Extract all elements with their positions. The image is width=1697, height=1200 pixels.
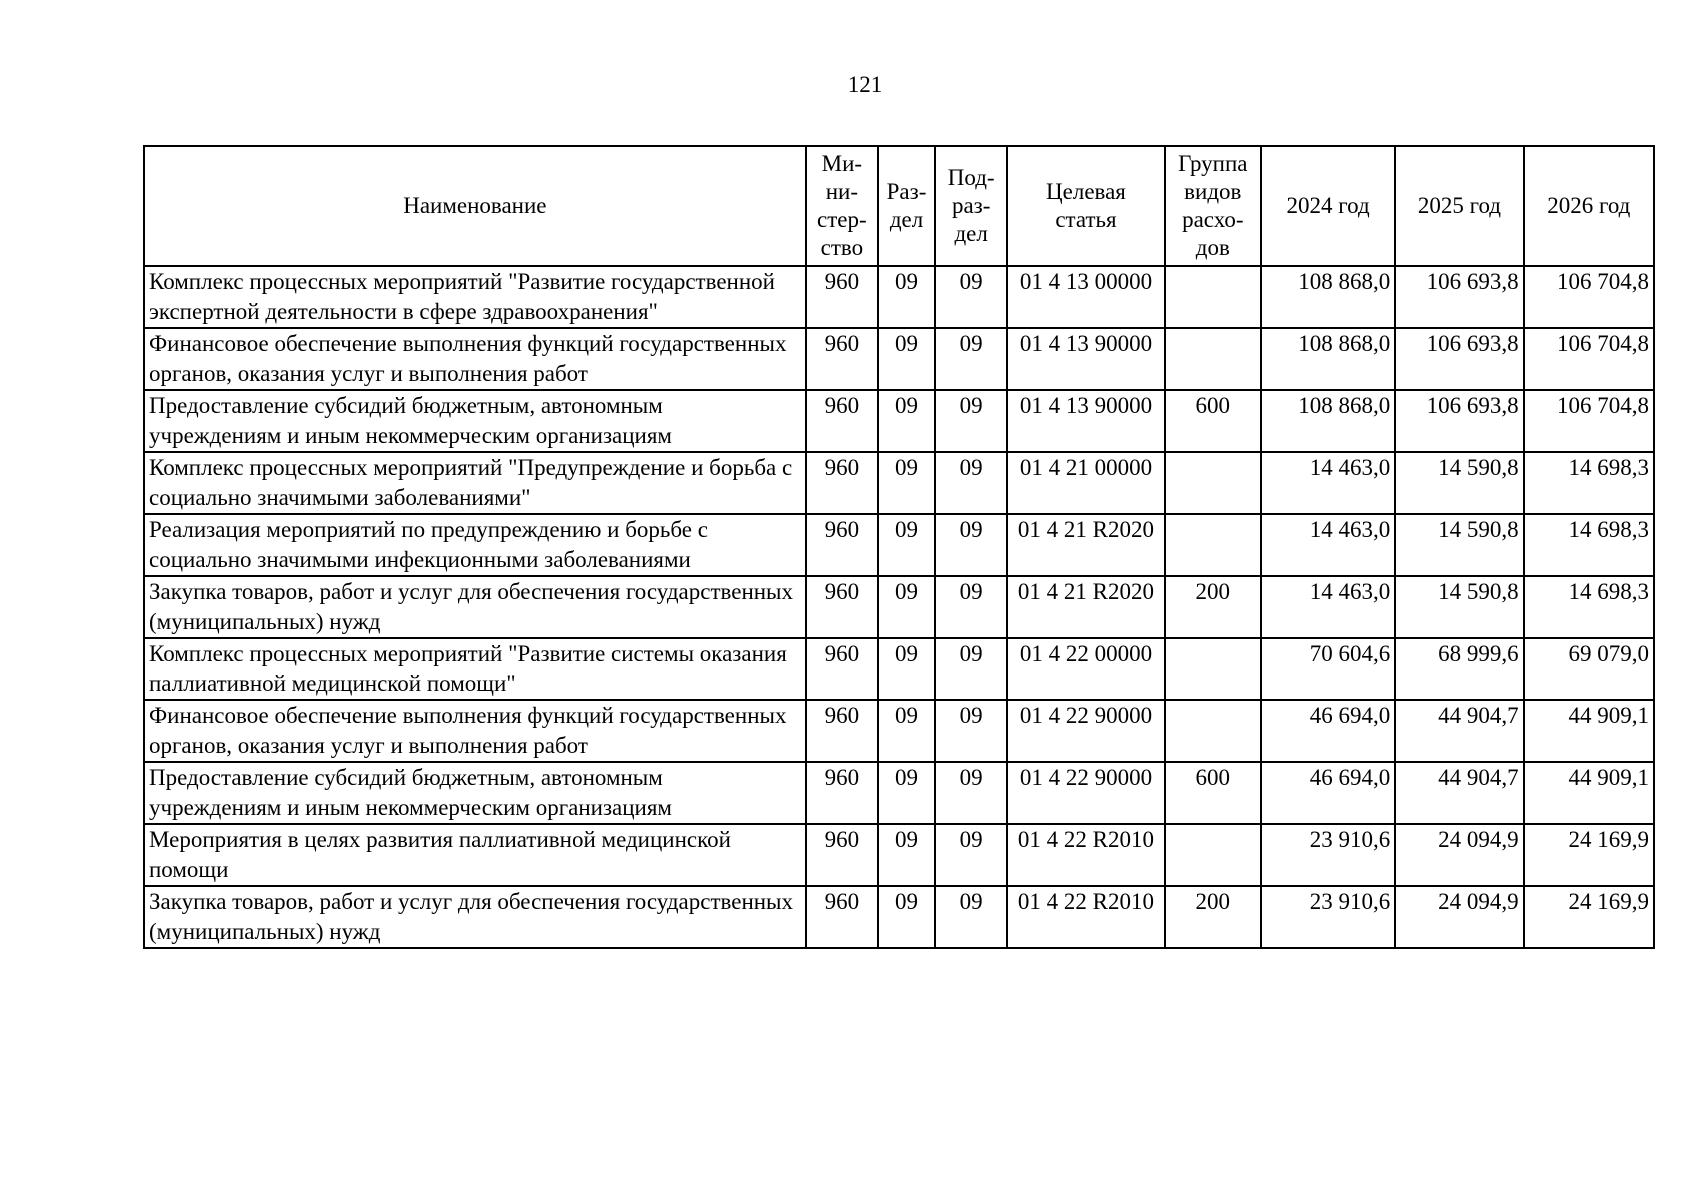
row-section: 09 [878, 824, 935, 886]
row-2025: 106 693,8 [1395, 266, 1523, 328]
row-ministry: 960 [806, 700, 878, 762]
row-subsection: 09 [935, 638, 1007, 700]
row-name: Комплекс процессных мероприятий "Развитие государственной экспертной деятельности в сфере здравоохранения" [144, 266, 806, 328]
row-section: 09 [878, 700, 935, 762]
header-year-2026: 2026 год [1524, 146, 1654, 266]
header-ministry-line: стер- [817, 207, 867, 232]
row-2024: 14 463,0 [1261, 514, 1395, 576]
row-subsection: 09 [935, 762, 1007, 824]
header-subsection-line: дел [954, 221, 988, 246]
header-year-2024: 2024 год [1261, 146, 1395, 266]
row-2024: 23 910,6 [1261, 824, 1395, 886]
row-2024: 108 868,0 [1261, 266, 1395, 328]
row-subsection: 09 [935, 824, 1007, 886]
row-2025: 106 693,8 [1395, 328, 1523, 390]
row-2025: 44 904,7 [1395, 700, 1523, 762]
row-2026: 44 909,1 [1524, 700, 1654, 762]
row-ministry: 960 [806, 886, 878, 948]
budget-table [143, 145, 1655, 949]
row-name: Предоставление субсидий бюджетным, автономным учреждениям и иным некоммерческим организациям [144, 390, 806, 452]
header-expense-group [1165, 146, 1261, 266]
row-2024: 23 910,6 [1261, 886, 1395, 948]
row-name: Финансовое обеспечение выполнения функций государственных органов, оказания услуг и выполнения работ [144, 328, 806, 390]
row-subsection: 09 [935, 452, 1007, 514]
row-2025: 24 094,9 [1395, 886, 1523, 948]
row-expense-group [1165, 824, 1261, 886]
row-ministry: 960 [806, 824, 878, 886]
row-2026: 106 704,8 [1524, 390, 1654, 452]
row-expense-group: 200 [1165, 886, 1261, 948]
row-article: 01 4 22 00000 [1007, 638, 1164, 700]
row-ministry: 960 [806, 762, 878, 824]
row-subsection: 09 [935, 514, 1007, 576]
row-ministry: 960 [806, 638, 878, 700]
row-ministry: 960 [806, 452, 878, 514]
row-article: 01 4 21 R2020 [1007, 576, 1164, 638]
row-2025: 68 999,6 [1395, 638, 1523, 700]
row-section: 09 [878, 762, 935, 824]
table-row [144, 452, 1654, 514]
row-expense-group [1165, 266, 1261, 328]
table-header-row [144, 146, 1654, 266]
row-section: 09 [878, 638, 935, 700]
row-article: 01 4 22 R2010 [1007, 886, 1164, 948]
row-article: 01 4 13 90000 [1007, 328, 1164, 390]
row-expense-group [1165, 700, 1261, 762]
row-subsection: 09 [935, 328, 1007, 390]
row-2024: 108 868,0 [1261, 328, 1395, 390]
row-name: Комплекс процессных мероприятий "Развитие системы оказания паллиативной медицинской помощи" [144, 638, 806, 700]
row-name: Предоставление субсидий бюджетным, автономным учреждениям и иным некоммерческим организациям [144, 762, 806, 824]
row-2025: 24 094,9 [1395, 824, 1523, 886]
row-2024: 14 463,0 [1261, 452, 1395, 514]
header-ministry [806, 146, 878, 266]
row-ministry: 960 [806, 390, 878, 452]
row-2026: 14 698,3 [1524, 576, 1654, 638]
table-row [144, 700, 1654, 762]
row-2025: 14 590,8 [1395, 576, 1523, 638]
header-ministry-line: ни- [825, 179, 858, 204]
header-subsection-line: Под- [947, 165, 995, 190]
header-section-line: Раз- [886, 179, 927, 204]
row-2024: 46 694,0 [1261, 762, 1395, 824]
row-section: 09 [878, 452, 935, 514]
row-subsection: 09 [935, 700, 1007, 762]
row-expense-group [1165, 514, 1261, 576]
header-expense-group-line: расхо- [1182, 207, 1244, 232]
header-year-2025: 2025 год [1395, 146, 1523, 266]
row-article: 01 4 21 00000 [1007, 452, 1164, 514]
row-article: 01 4 22 90000 [1007, 762, 1164, 824]
row-2024: 46 694,0 [1261, 700, 1395, 762]
header-subsection-line: раз- [951, 193, 991, 218]
row-name: Комплекс процессных мероприятий "Предупреждение и борьба с социально значимыми заболеваниями" [144, 452, 806, 514]
row-article: 01 4 13 00000 [1007, 266, 1164, 328]
row-section: 09 [878, 328, 935, 390]
row-2025: 44 904,7 [1395, 762, 1523, 824]
table-row [144, 886, 1654, 948]
row-2026: 69 079,0 [1524, 638, 1654, 700]
row-expense-group [1165, 638, 1261, 700]
row-subsection: 09 [935, 886, 1007, 948]
header-expense-group-line: дов [1195, 235, 1230, 260]
row-2024: 14 463,0 [1261, 576, 1395, 638]
row-2026: 106 704,8 [1524, 266, 1654, 328]
row-expense-group [1165, 452, 1261, 514]
table-row [144, 266, 1654, 328]
header-subsection [935, 146, 1007, 266]
table-row [144, 576, 1654, 638]
page-number: 121 [847, 72, 883, 97]
row-ministry: 960 [806, 576, 878, 638]
header-article-line: статья [1055, 207, 1117, 232]
row-expense-group: 600 [1165, 762, 1261, 824]
row-subsection: 09 [935, 390, 1007, 452]
row-2025: 14 590,8 [1395, 452, 1523, 514]
row-2024: 108 868,0 [1261, 390, 1395, 452]
row-2026: 24 169,9 [1524, 886, 1654, 948]
header-expense-group-line: видов [1184, 179, 1242, 204]
row-subsection: 09 [935, 266, 1007, 328]
row-2024: 70 604,6 [1261, 638, 1395, 700]
table-row [144, 390, 1654, 452]
row-expense-group: 200 [1165, 576, 1261, 638]
table-row [144, 762, 1654, 824]
row-ministry: 960 [806, 266, 878, 328]
row-article: 01 4 22 R2010 [1007, 824, 1164, 886]
header-ministry-line: Ми- [821, 151, 863, 176]
row-expense-group: 600 [1165, 390, 1261, 452]
row-ministry: 960 [806, 328, 878, 390]
header-section-line: дел [889, 207, 924, 232]
row-2026: 44 909,1 [1524, 762, 1654, 824]
header-expense-group-line: Группа [1178, 151, 1248, 176]
row-2025: 106 693,8 [1395, 390, 1523, 452]
row-name: Закупка товаров, работ и услуг для обеспечения государственных (муниципальных) нужд [144, 886, 806, 948]
row-expense-group [1165, 328, 1261, 390]
row-section: 09 [878, 514, 935, 576]
row-name: Мероприятия в целях развития паллиативной медицинской помощи [144, 824, 806, 886]
row-2026: 14 698,3 [1524, 452, 1654, 514]
row-section: 09 [878, 886, 935, 948]
row-article: 01 4 13 90000 [1007, 390, 1164, 452]
row-article: 01 4 21 R2020 [1007, 514, 1164, 576]
row-2026: 106 704,8 [1524, 328, 1654, 390]
row-name: Финансовое обеспечение выполнения функций государственных органов, оказания услуг и выполнения работ [144, 700, 806, 762]
table-row [144, 638, 1654, 700]
table-row [144, 328, 1654, 390]
row-section: 09 [878, 576, 935, 638]
header-ministry-line: ство [820, 235, 864, 260]
row-2026: 14 698,3 [1524, 514, 1654, 576]
row-2025: 14 590,8 [1395, 514, 1523, 576]
row-article: 01 4 22 90000 [1007, 700, 1164, 762]
table-row [144, 824, 1654, 886]
table-row [144, 514, 1654, 576]
row-2026: 24 169,9 [1524, 824, 1654, 886]
header-section [878, 146, 935, 266]
header-article [1007, 146, 1164, 266]
header-name: Наименование [144, 146, 806, 266]
row-name: Закупка товаров, работ и услуг для обеспечения государственных (муниципальных) нужд [144, 576, 806, 638]
row-section: 09 [878, 266, 935, 328]
header-article-line: Целевая [1046, 179, 1126, 204]
row-subsection: 09 [935, 576, 1007, 638]
row-ministry: 960 [806, 514, 878, 576]
row-section: 09 [878, 390, 935, 452]
row-name: Реализация мероприятий по предупреждению и борьбе с социально значимыми инфекционными заболеваниями [144, 514, 806, 576]
